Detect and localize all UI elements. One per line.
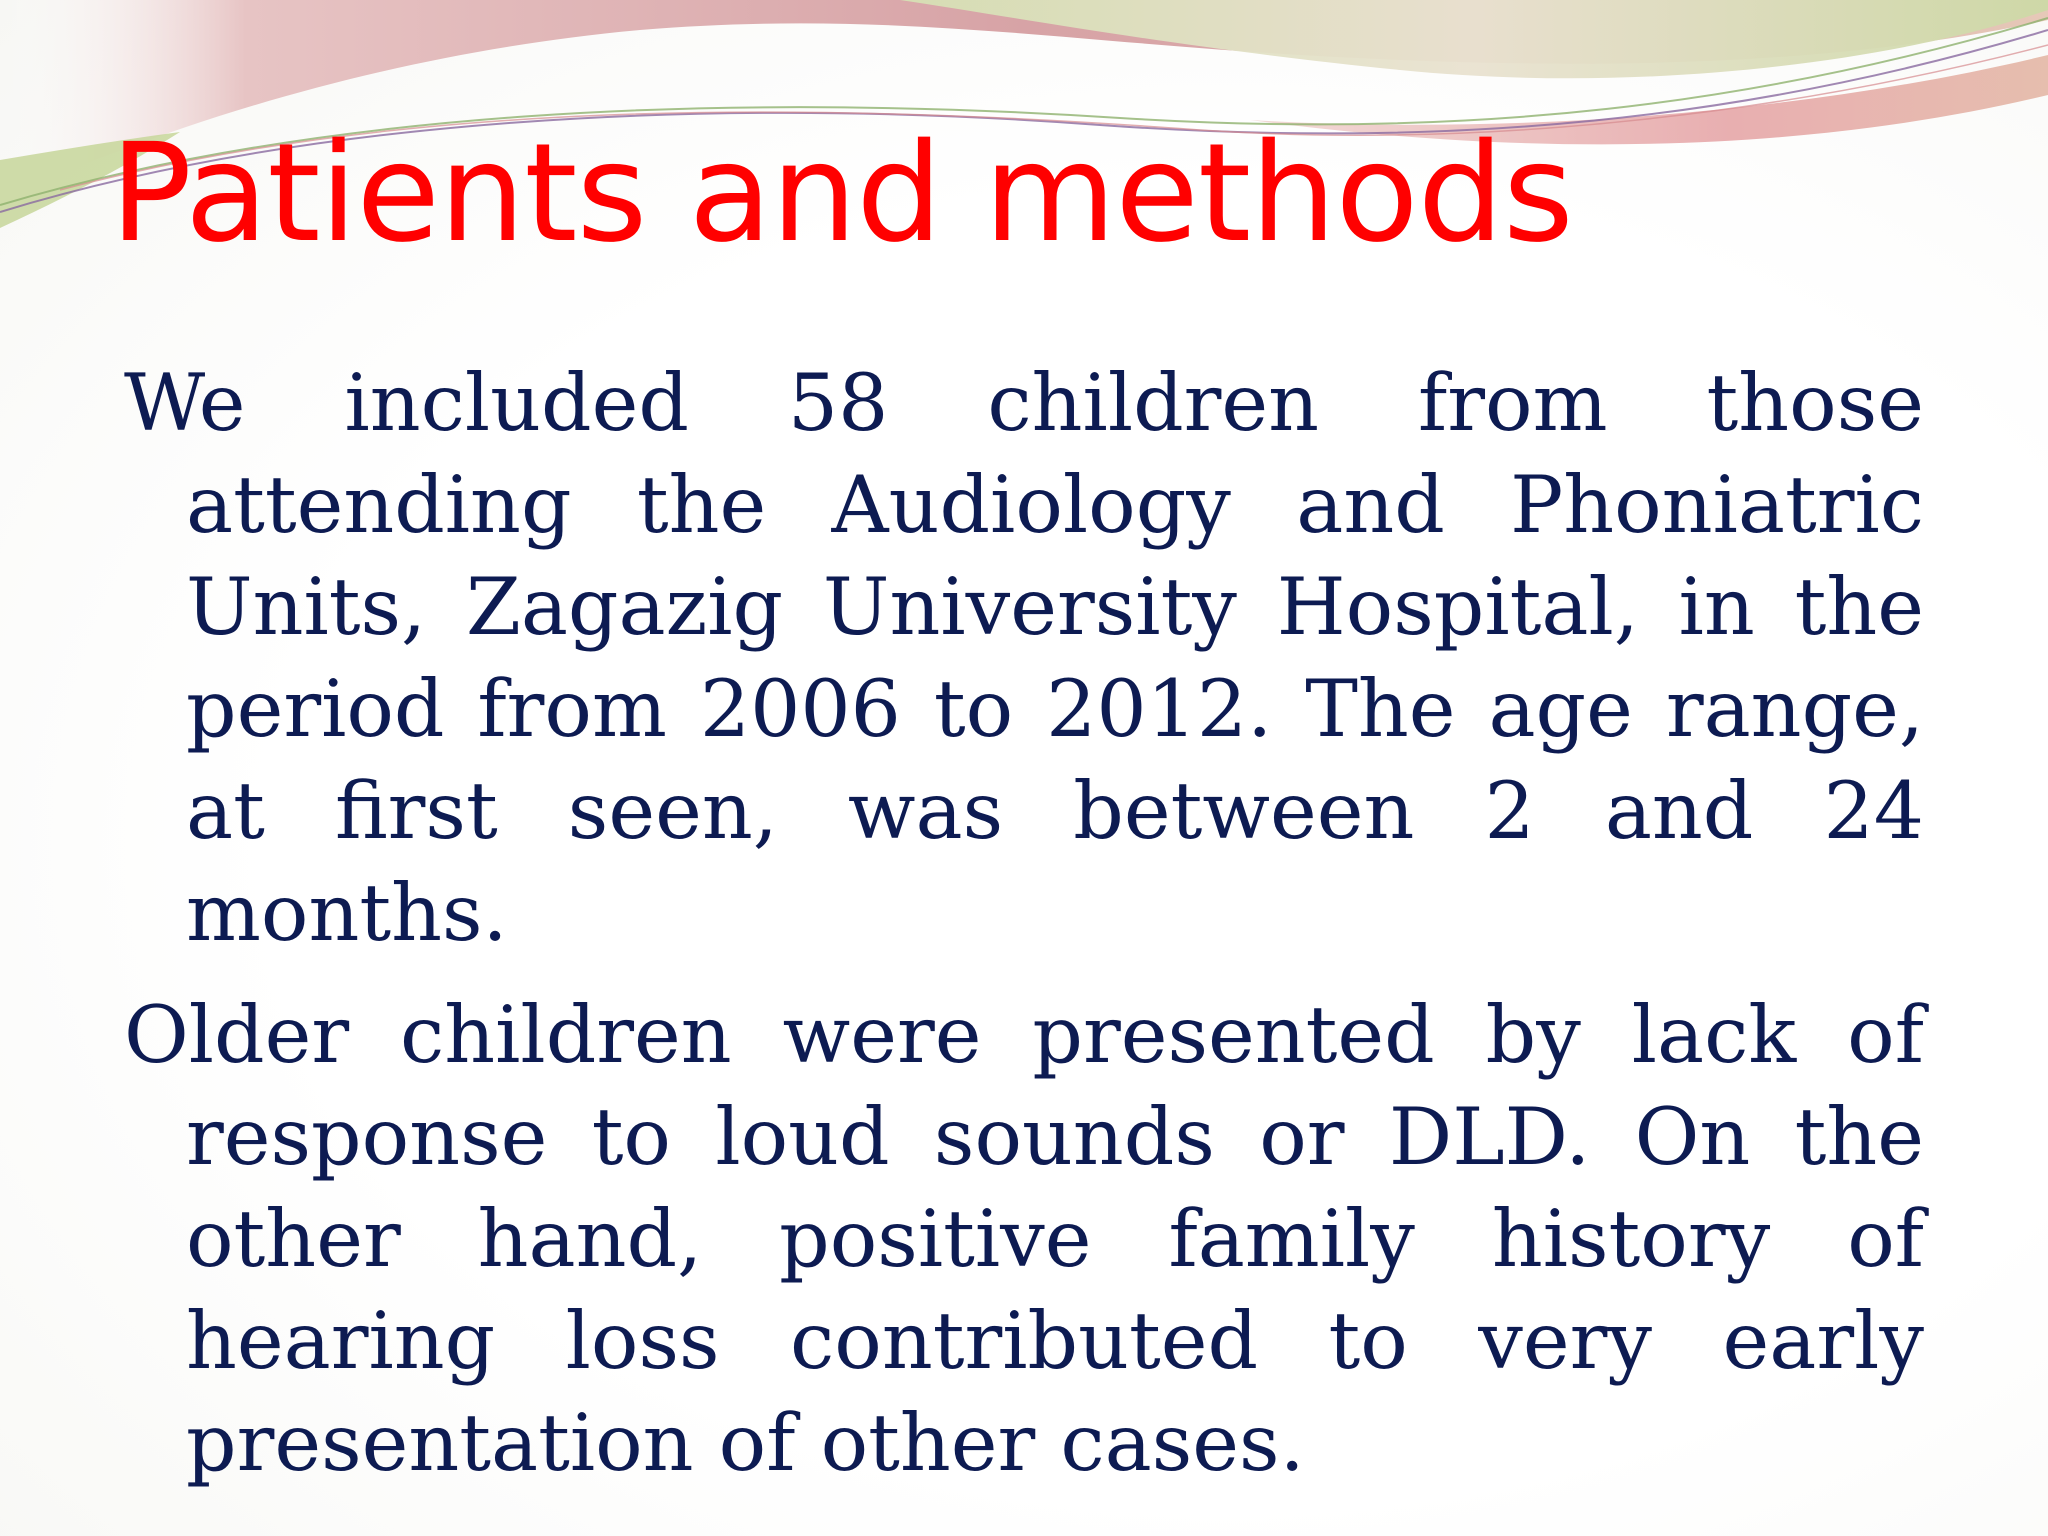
slide-title: Patients and methods [110,115,1573,273]
slide-body [124,352,1924,1514]
swoosh-green-wave [900,0,2048,78]
paragraph-patients-included: We included 58 children from those attending the Audiology and Phoniatric Units, Zagazig University Hospital, in the period from 2006 to 2012. The age range, at first seen, was between 2 and 24 months. [124,357,1924,959]
paragraph-older-children: Older children were presented by lack of response to loud sounds or DLD. On the other hand, positive family history of hearing loss contributed to very early presentation of other cases. [124,989,1924,1489]
